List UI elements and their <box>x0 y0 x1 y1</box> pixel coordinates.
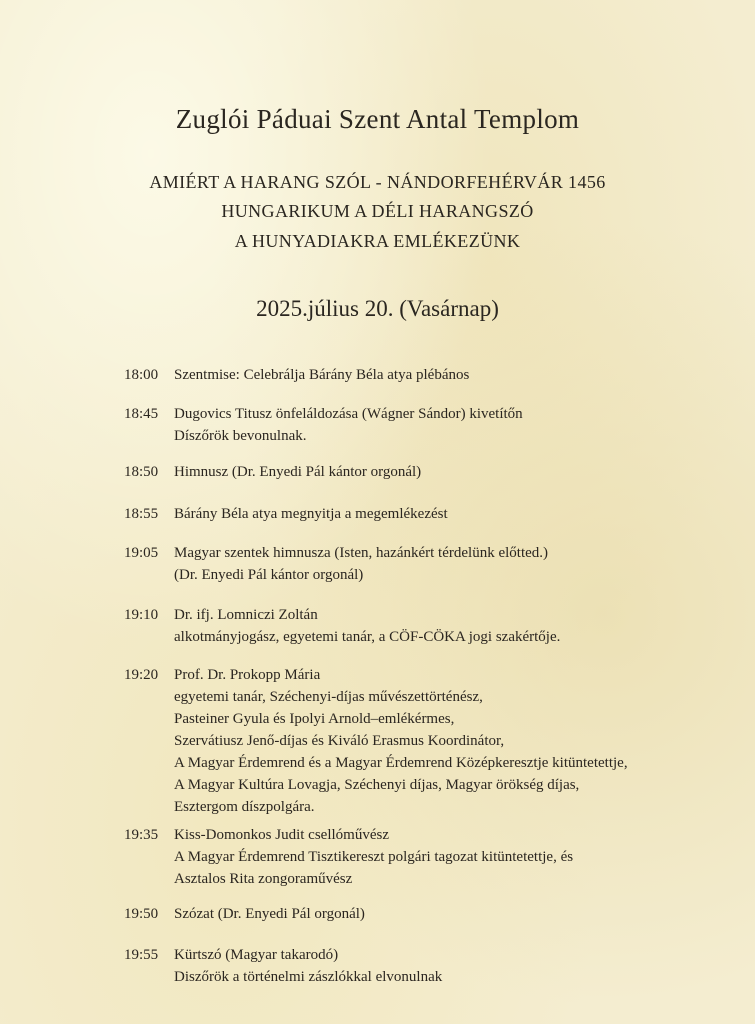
program-text <box>174 604 744 648</box>
program-time: 19:10 <box>124 607 159 623</box>
program-line: Esztergom díszpolgára. <box>174 799 315 815</box>
program-text <box>174 903 744 925</box>
program-time: 18:55 <box>124 506 159 522</box>
program-line: A Magyar Kultúra Lovagja, Széchenyi díjas, Magyar örökség díjas, <box>174 777 580 793</box>
program-text <box>174 542 744 586</box>
program-line: A Magyar Érdemrend Tisztikereszt polgári tagozat kitüntetettje, és <box>174 849 574 865</box>
event-date: 2025.július 20. (Vasárnap) <box>256 296 499 321</box>
subtitle-line-1: AMIÉRT A HARANG SZÓL - NÁNDORFEHÉRVÁR 1456 <box>149 172 606 192</box>
program-line: Kürtszó (Magyar takarodó) <box>174 947 339 963</box>
program-text <box>174 944 744 988</box>
subtitle-line-2: HUNGARIKUM A DÉLI HARANGSZÓ <box>221 201 534 221</box>
program-time: 19:55 <box>124 947 159 963</box>
program-line: alkotmányjogász, egyetemi tanár, a CÖF-CÖKA jogi szakértője. <box>174 629 561 645</box>
program-time: 19:50 <box>124 906 159 922</box>
program-line: Dugovics Titusz önfeláldozása (Wágner Sándor) kivetítőn <box>174 406 523 422</box>
program-time: 18:50 <box>124 464 159 480</box>
program-line: Szózat (Dr. Enyedi Pál orgonál) <box>174 906 365 922</box>
program-line: Himnusz (Dr. Enyedi Pál kántor orgonál) <box>174 464 422 480</box>
program-text <box>174 364 744 386</box>
program-line: egyetemi tanár, Széchenyi-díjas művészettörténész, <box>174 689 483 705</box>
program-text <box>174 403 744 447</box>
program-text <box>174 824 744 890</box>
program-line: Diszőrök a történelmi zászlókkal elvonulnak <box>174 969 443 985</box>
program-line: Szervátiusz Jenő-díjas és Kiváló Erasmus Koordinátor, <box>174 733 505 749</box>
program-time: 18:45 <box>124 406 159 422</box>
program-line: Asztalos Rita zongoraművész <box>174 871 353 887</box>
program-line: (Dr. Enyedi Pál kántor orgonál) <box>174 567 364 583</box>
program-line: Pasteiner Gyula és Ipolyi Arnold–emlékérmes, <box>174 711 455 727</box>
program-line: Magyar szentek himnusza (Isten, hazánkért térdelünk előtted.) <box>174 545 549 561</box>
program-line: Prof. Dr. Prokopp Mária <box>174 667 321 683</box>
program-line: Dr. ifj. Lomniczi Zoltán <box>174 607 318 623</box>
subtitle-line-3: A HUNYADIAKRA EMLÉKEZÜNK <box>234 231 521 251</box>
program-line: Szentmise: Celebrálja Bárány Béla atya plébános <box>174 367 470 383</box>
program-text <box>174 461 744 483</box>
page-title: Zuglói Páduai Szent Antal Templom <box>175 104 580 134</box>
program-line: Díszőrök bevonulnak. <box>174 428 307 444</box>
program-text <box>174 503 744 525</box>
program-time: 18:00 <box>124 367 159 383</box>
program-text <box>174 664 744 818</box>
program-time: 19:35 <box>124 827 159 843</box>
program-line: A Magyar Érdemrend és a Magyar Érdemrend Középkeresztje kitüntetettje, <box>174 755 628 771</box>
program-time: 19:05 <box>124 545 159 561</box>
program-line: Bárány Béla atya megnyitja a megemlékezést <box>174 506 448 522</box>
program-time: 19:20 <box>124 667 159 683</box>
program-line: Kiss-Domonkos Judit csellóművész <box>174 827 389 843</box>
